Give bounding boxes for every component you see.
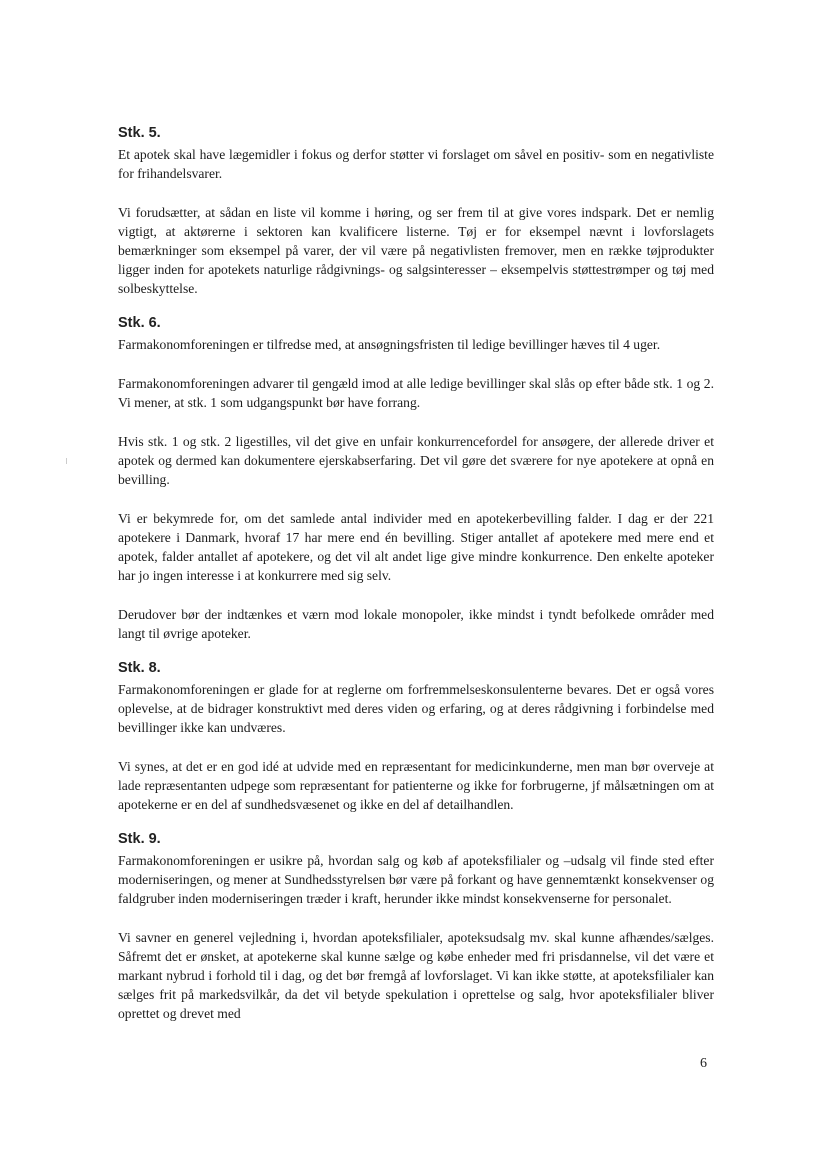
paragraph: Farmakonomforeningen er glade for at reglerne om forfremmelseskonsulenterne bevares. Det er også vores oplevelse, at de bidrager konstruktivt med deres viden og erfaring, og at deres rådgivning i forbindelse med bevillinger ikke kan undværes.	[118, 682, 714, 735]
paragraph: Vi synes, at det er en god idé at udvide med en repræsentant for medicinkunderne, men man bør overveje at lade repræsentanten udpege som repræsentant for patienterne og ikke for forbrugerne, jf målsætningen om at apotekerne er en del af sundhedsvæsenet og ikke en del af detailhandlen.	[118, 759, 714, 812]
document-body	[118, 124, 714, 1043]
section-heading: Stk. 5.	[118, 125, 161, 141]
paragraph: Et apotek skal have lægemidler i fokus og derfor støtter vi forslaget om såvel en positiv- som en negativliste for frihandelsvarer.	[118, 147, 714, 181]
section-heading: Stk. 9.	[118, 831, 161, 847]
section-stk-6	[118, 314, 714, 643]
paragraph: Vi savner en generel vejledning i, hvordan apoteksfilialer, apoteksudsalg mv. skal kunne afhændes/sælges. Såfremt det er ønsket, at apotekerne skal kunne sælge og købe enheder med fri prisdannelse, vil det være et markant nybrud i forhold til i dag, og det bør fremgå af lovforslaget. Vi kan ikke støtte, at apoteksfilialer kan sælges frit på markedsvilkår, da det vil betyde spekulation i oprettelse og salg, hvor apoteksfilialer bliver oprettet og drevet med	[118, 930, 714, 1021]
section-stk-5	[118, 124, 714, 298]
paragraph: Vi forudsætter, at sådan en liste vil komme i høring, og ser frem til at give vores indspark. Det er nemlig vigtigt, at aktørerne i sektoren kan kvalificere listerne. Tøj er for eksempel nævnt i lovforslagets bemærkninger som eksempel på varer, der vil være på negativlisten fremover, men en række tøjprodukter ligger inden for apotekets naturlige rådgivnings- og salgsinteresser – eksempelvis støttestrømper og tøj med solbeskyttelse.	[118, 205, 714, 296]
paragraph: Vi er bekymrede for, om det samlede antal individer med en apotekerbevilling falder. I dag er der 221 apotekere i Danmark, hvoraf 17 har mere end én bevilling. Stiger antallet af apotekere med mere end et apotek, falder antallet af apotekere, og det vil alt andet lige give mindre konkurrence. Den enkelte apoteker har jo ingen interesse i at konkurrere med sig selv.	[118, 511, 714, 583]
section-stk-9	[118, 830, 714, 1023]
section-heading: Stk. 8.	[118, 660, 161, 676]
page-number: 6	[700, 1056, 707, 1071]
paragraph: Farmakonomforeningen er usikre på, hvordan salg og køb af apoteksfilialer og –udsalg vil finde sted efter moderniseringen, og mener at Sundhedsstyrelsen bør være på forkant og have gennemtænkt konsekvenser og faldgruber inden moderniseringen træder i kraft, herunder ikke mindst konsekvenserne for personalet.	[118, 853, 714, 906]
paragraph: Farmakonomforeningen er tilfredse med, at ansøgningsfristen til ledige bevillinger hæves til 4 uger.	[118, 337, 661, 352]
paragraph: Derudover bør der indtænkes et værn mod lokale monopoler, ikke mindst i tyndt befolkede områder med langt til øvrige apoteker.	[118, 607, 714, 641]
margin-mark	[66, 458, 70, 464]
paragraph: Hvis stk. 1 og stk. 2 ligestilles, vil det give en unfair konkurrencefordel for ansøgere, der allerede driver et apotek og dermed kan dokumentere ejerskabserfaring. Det vil gøre det sværere for nye apotekere at opnå en bevilling.	[118, 434, 714, 487]
section-stk-8	[118, 659, 714, 814]
paragraph: Farmakonomforeningen advarer til gengæld imod at alle ledige bevillinger skal slås op efter både stk. 1 og 2. Vi mener, at stk. 1 som udgangspunkt bør have forrang.	[118, 376, 714, 410]
section-heading: Stk. 6.	[118, 315, 161, 331]
